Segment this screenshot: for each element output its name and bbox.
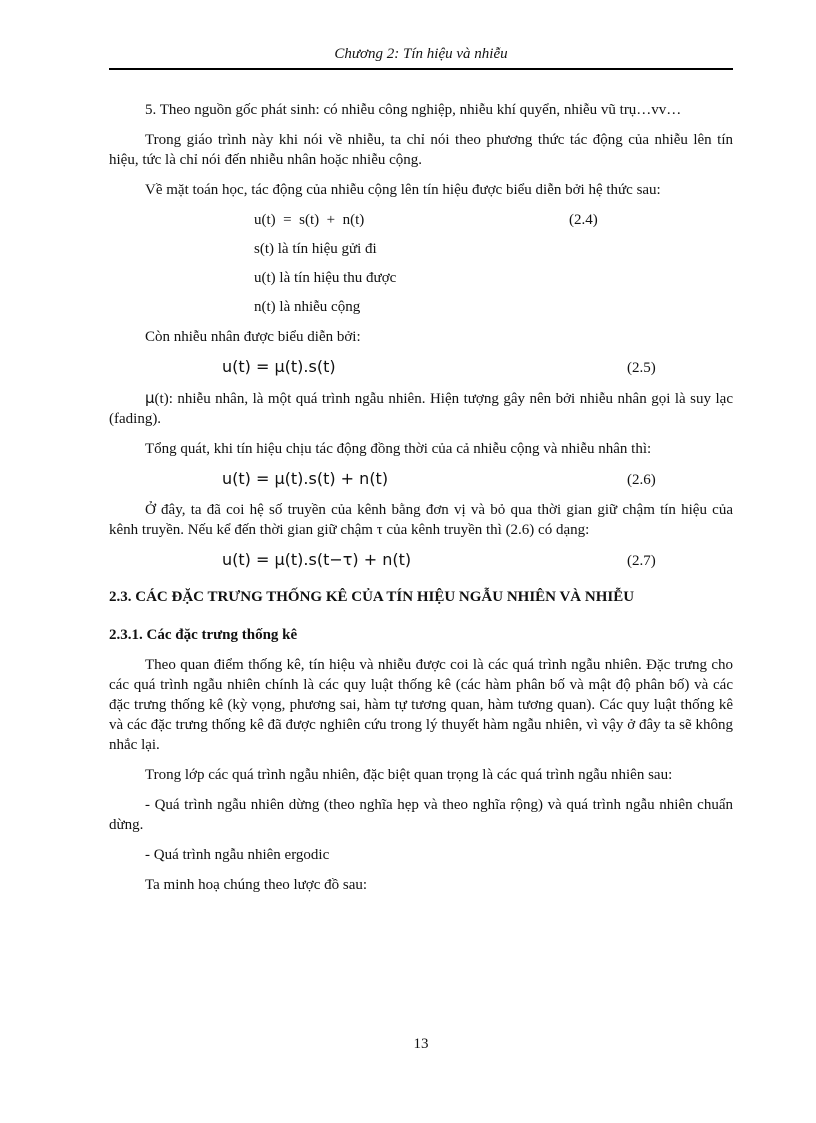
mu-definition-text: (t): nhiễu nhân, là một quá trình ngẫu nhiên. Hiện tượng gây nên bởi nhiễu nhân gọi là suy lạc (fading). bbox=[109, 391, 733, 427]
equation-2-7 bbox=[109, 550, 733, 571]
header-divider bbox=[109, 68, 733, 70]
paragraph-mu-definition bbox=[109, 388, 733, 429]
paragraph-diagram-intro: Ta minh hoạ chúng theo lược đồ sau: bbox=[145, 877, 368, 893]
definition-u: u(t) là tín hiệu thu được bbox=[254, 270, 397, 286]
paragraph-statistical-view: Theo quan điểm thống kê, tín hiệu và nhiễu được coi là các quá trình ngẫu nhiên. Đặc trưng cho các quá trình ngẫu nhiên chính là các quy luật thống kê (các hàm phân bố và mật độ phân bố) và các đặc trưng thống kê (kỳ vọng, phương sai, hàm tự tương quan, hàm tương quan). Các quy luật thống kê và các đặc trưng thống kê đã được nghiên cứu trong lý thuyết hàm ngẫu nhiên, vì vậy ở đây ta sẽ không nhắc lại. bbox=[109, 657, 733, 753]
equation-2-5 bbox=[109, 357, 733, 378]
page-number: 13 bbox=[413, 1036, 429, 1052]
paragraph-multiplicative-intro: Còn nhiễu nhân được biểu diễn bởi: bbox=[145, 329, 361, 345]
paragraph-important-processes: Trong lớp các quá trình ngẫu nhiên, đặc biệt quan trọng là các quá trình ngẫu nhiên sau: bbox=[145, 767, 673, 783]
equation-2-6 bbox=[109, 469, 733, 490]
definition-s: s(t) là tín hiệu gửi đi bbox=[254, 241, 377, 257]
equation-number: (2.7) bbox=[627, 553, 656, 569]
section-heading-2-3: 2.3. CÁC ĐẶC TRƯNG THỐNG KÊ CỦA TÍN HIỆU NGẪU NHIÊN VÀ NHIỄU bbox=[109, 589, 635, 605]
equation-expression: u(t) = μ(t).s(t−τ) + n(t) bbox=[222, 550, 412, 569]
paragraph-additive-intro: Về mặt toán học, tác động của nhiễu cộng lên tín hiệu được biểu diễn bởi hệ thức sau: bbox=[145, 182, 661, 198]
paragraph-scope: Trong giáo trình này khi nói về nhiễu, ta chỉ nói theo phương thức tác động của nhiễu lên tín hiệu, tức là chỉ nói đến nhiễu nhân hoặc nhiễu cộng. bbox=[109, 132, 733, 168]
running-header: Chương 2: Tín hiệu và nhiễu bbox=[334, 46, 508, 62]
paragraph-delay: Ở đây, ta đã coi hệ số truyền của kênh bằng đơn vị và bỏ qua thời gian giữ chậm tín hiệu của kênh truyền. Nếu kể đến thời gian giữ chậm τ của kênh truyền thì (2.6) có dạng: bbox=[109, 502, 733, 538]
definition-n: n(t) là nhiễu cộng bbox=[254, 299, 361, 315]
equation-expression: u(t) = μ(t).s(t) bbox=[222, 357, 336, 376]
page-body bbox=[109, 100, 733, 895]
equation-number: (2.6) bbox=[627, 472, 656, 488]
equation-expression: u(t) = μ(t).s(t) + n(t) bbox=[222, 469, 389, 488]
equation-2-4 bbox=[109, 210, 733, 230]
list-item-stationary: - Quá trình ngẫu nhiên dừng (theo nghĩa hẹp và theo nghĩa rộng) và quá trình ngẫu nhiên chuẩn dừng. bbox=[109, 797, 733, 833]
equation-number: (2.5) bbox=[627, 360, 656, 376]
list-item-ergodic: - Quá trình ngẫu nhiên ergodic bbox=[145, 847, 330, 863]
equation-expression: u(t) = s(t) + n(t) bbox=[254, 212, 365, 228]
mu-symbol: μ bbox=[145, 389, 155, 407]
equation-number: (2.4) bbox=[569, 212, 598, 228]
paragraph-noise-origin: 5. Theo nguồn gốc phát sinh: có nhiễu công nghiệp, nhiễu khí quyển, nhiễu vũ trụ…vv… bbox=[145, 102, 682, 118]
subsection-heading-2-3-1: 2.3.1. Các đặc trưng thống kê bbox=[109, 627, 298, 643]
paragraph-general-case: Tổng quát, khi tín hiệu chịu tác động đồng thời của cả nhiễu cộng và nhiễu nhân thì: bbox=[145, 441, 652, 457]
